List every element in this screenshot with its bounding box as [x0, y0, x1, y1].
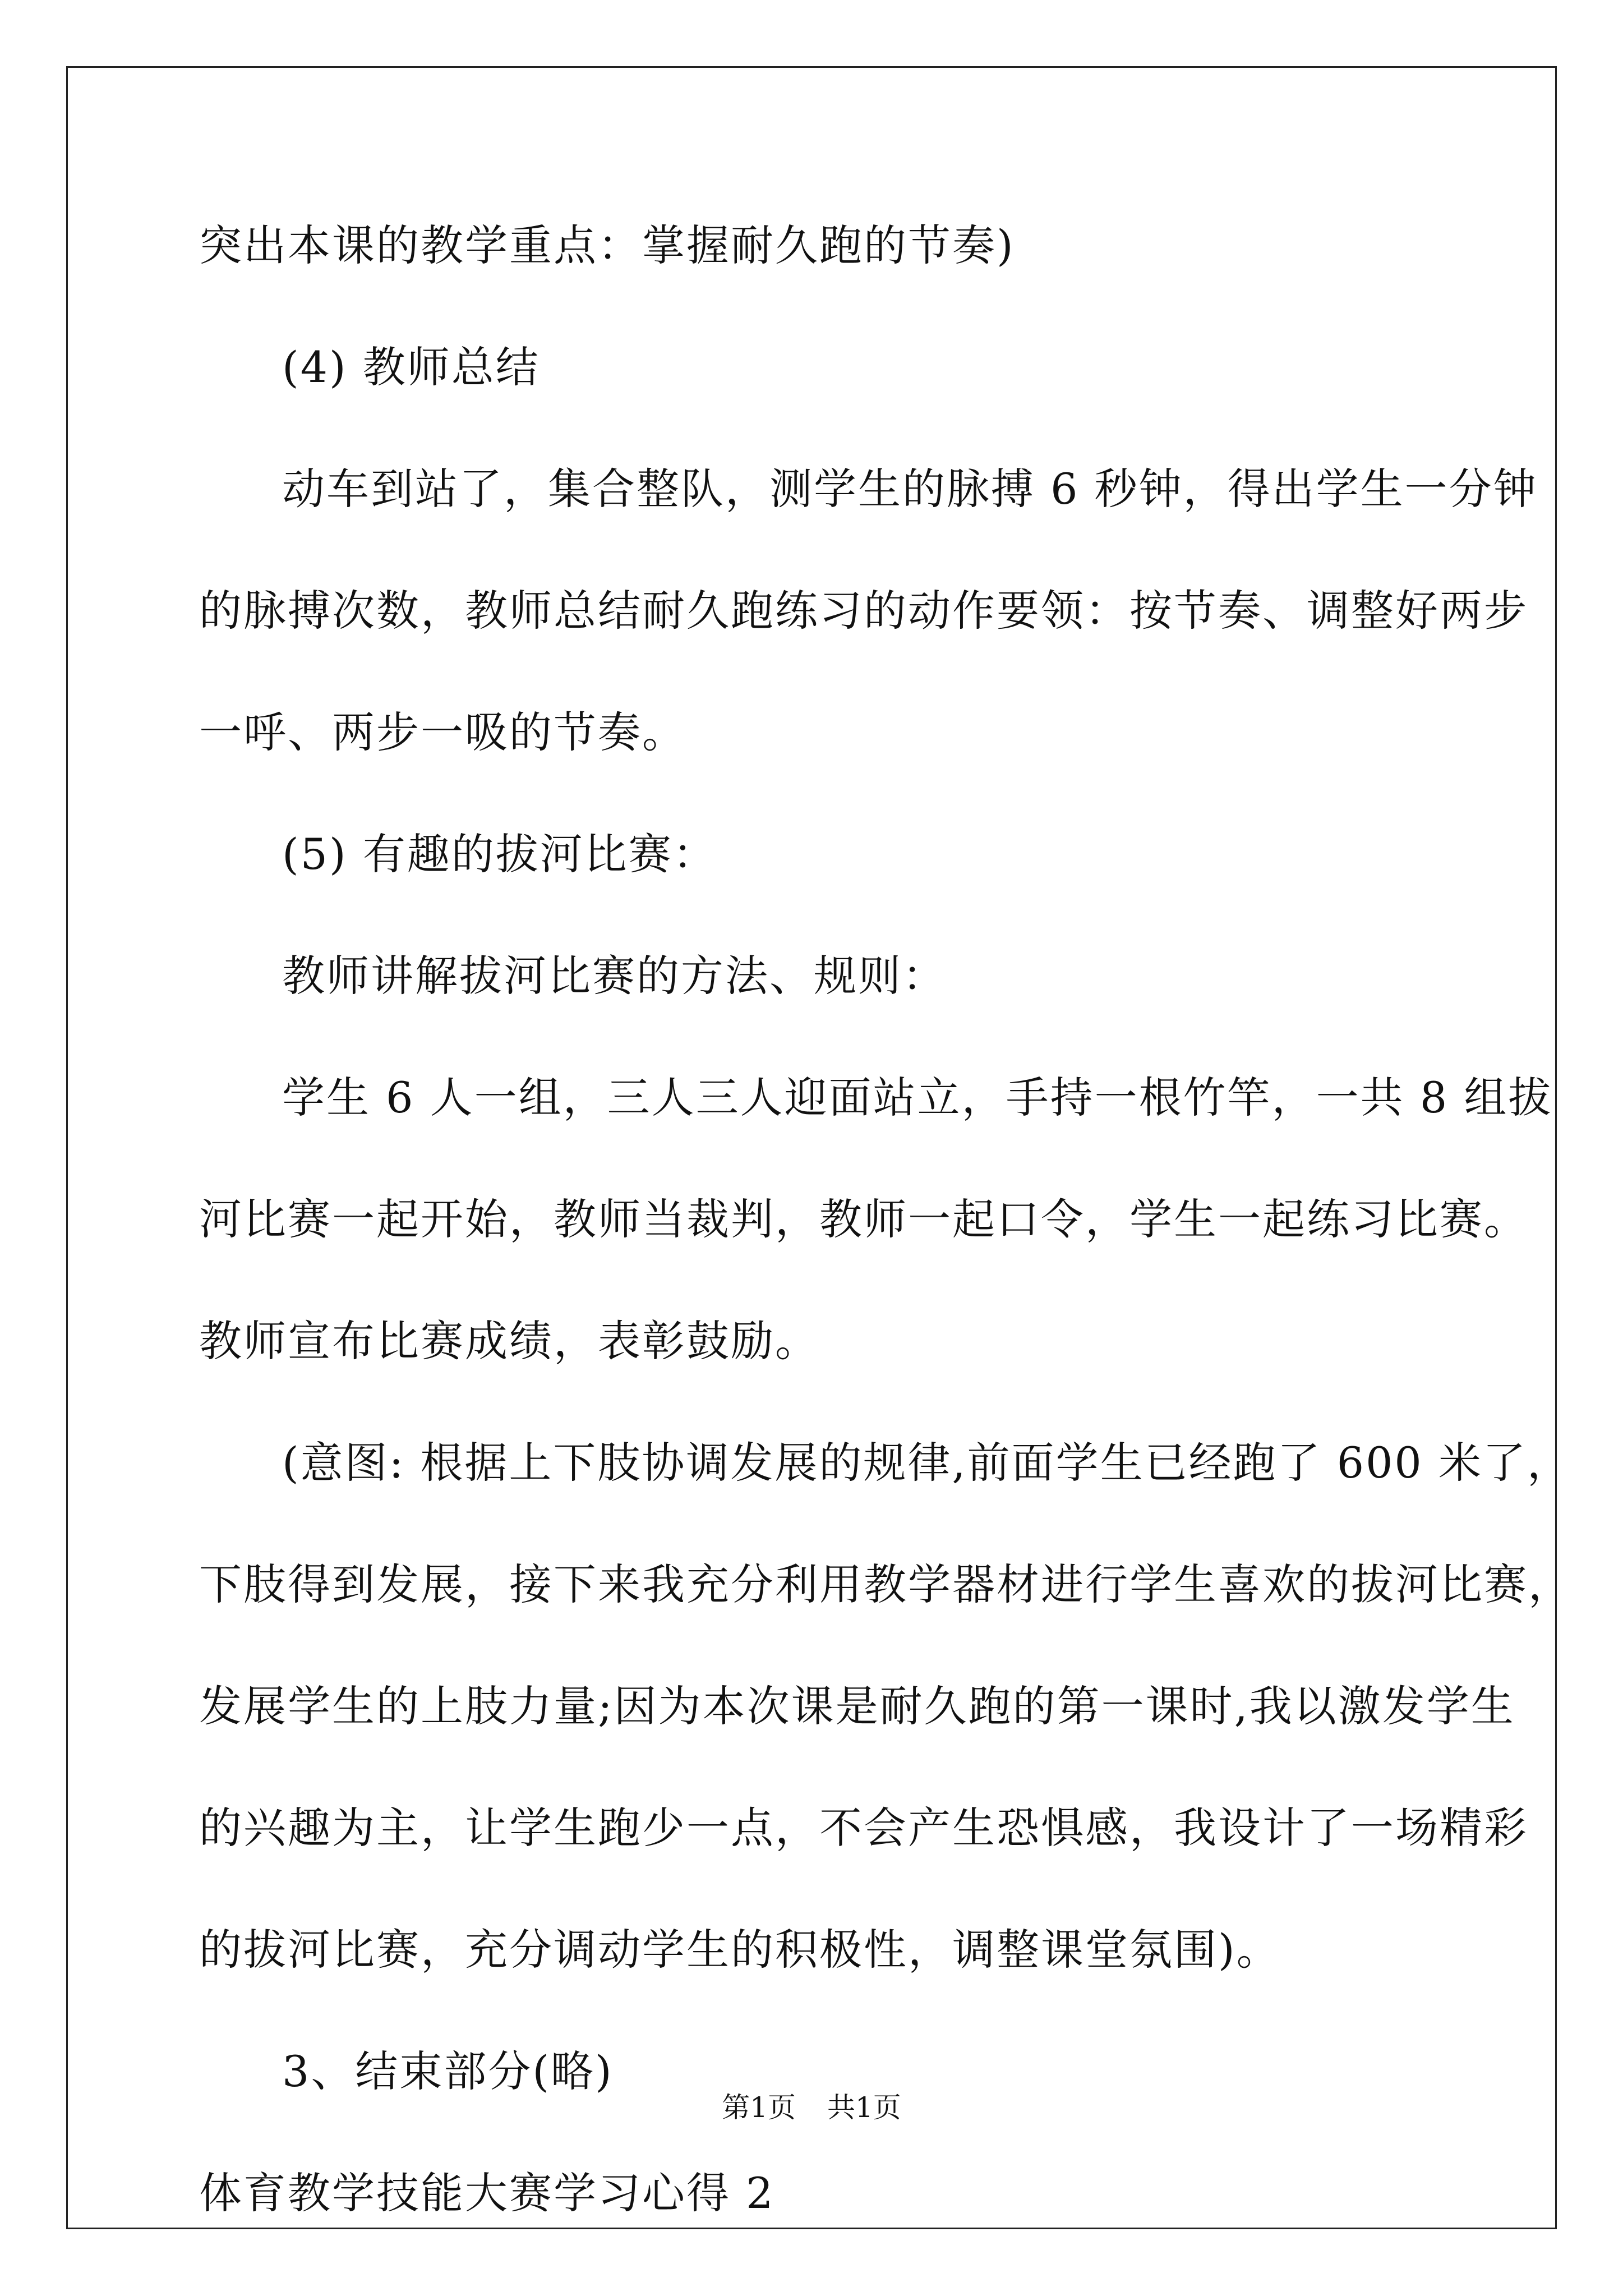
text-line: (4) 教师总结 [282, 342, 540, 392]
text-line: 一呼、两步一吸的节奏。 [199, 707, 686, 757]
text-line: 学生 6 人一组，三人三人迎面站立，手持一根竹竿，一共 8 组拔 [282, 1073, 1553, 1122]
text-line: 的脉搏次数，教师总结耐久跑练习的动作要领：按节奏、调整好两步 [199, 586, 1528, 636]
text-line: 教师宣布比赛成绩，表彰鼓励。 [199, 1316, 819, 1366]
section-heading: 体育教学技能大赛学习心得 2 [199, 2168, 775, 2218]
text-line: 的兴趣为主，让学生跑少一点，不会产生恐惧感，我设计了一场精彩 [199, 1803, 1528, 1853]
text-line: 动车到站了，集合整队，测学生的脉搏 6 秒钟，得出学生一分钟 [282, 464, 1538, 514]
text-line: 的拔河比赛，充分调动学生的积极性，调整课堂氛围)。 [199, 1925, 1281, 1975]
text-line: 河比赛一起开始，教师当裁判，教师一起口令，学生一起练习比赛。 [199, 1194, 1528, 1244]
text-line: (意图: 根据上下肢协调发展的规律,前面学生已经跑了 600 米了， [282, 1438, 1571, 1488]
page-footer [0, 2091, 1623, 2124]
text-line: 3、结束部分(略) [282, 2046, 614, 2096]
text-line: 突出本课的教学重点：掌握耐久跑的节奏) [199, 220, 1015, 270]
document-body [199, 219, 1573, 2288]
text-line: 下肢得到发展，接下来我充分利用教学器材进行学生喜欢的拔河比赛， [199, 1559, 1573, 1609]
text-line: (5) 有趣的拔河比赛： [282, 829, 717, 879]
text-line: 发展学生的上肢力量;因为本次课是耐久跑的第一课时,我以激发学生 [199, 1681, 1515, 1731]
page-number: 第1页 [722, 2091, 796, 2124]
page-total: 共1页 [827, 2091, 901, 2124]
text-line: 教师讲解拔河比赛的方法、规则： [282, 951, 947, 1001]
